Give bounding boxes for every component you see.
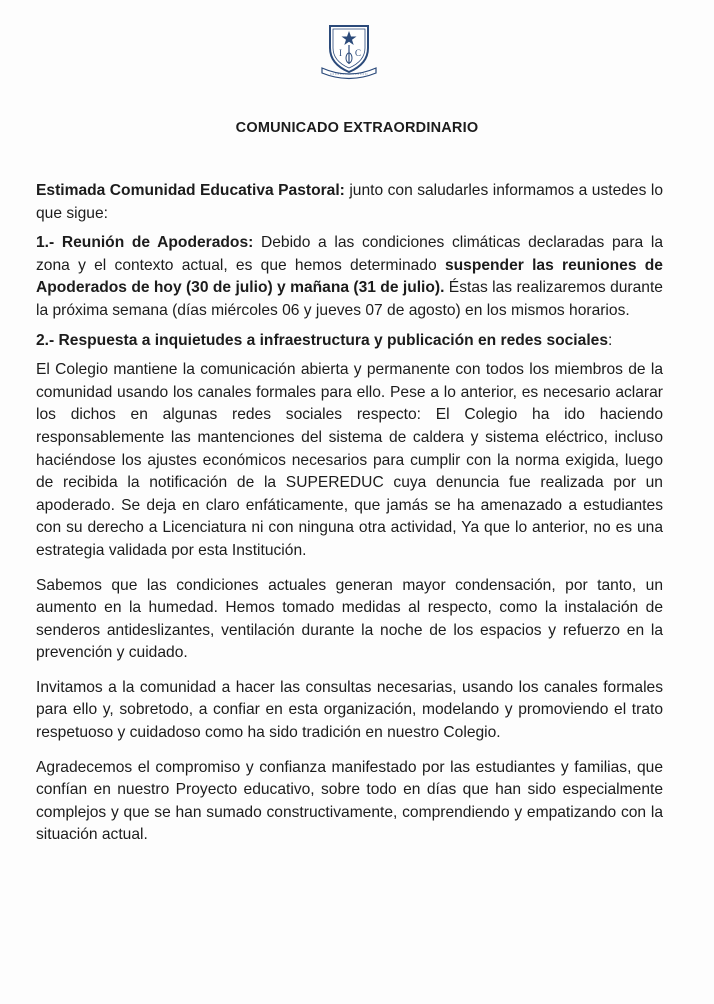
body-paragraph: Invitamos a la comunidad a hacer las consultas necesarias, usando los canales formales para ello y, sobretodo, a confiar en esta organización, modelando y promoviendo el trato respetuoso y cuidadoso como ha sido tradición en nuestro Colegio. (36, 678, 663, 742)
crest-letter-left: I (339, 48, 342, 58)
section-1-text: Debido a las condiciones climáticas declaradas para la zona y el contexto actual, es que hemos determinado (36, 234, 664, 274)
section-1-paragraph (36, 232, 663, 322)
section-1-heading: Reunión de Apoderados: (61, 234, 254, 252)
section-1-number: 1.- (36, 234, 62, 252)
crest-letter-right: C (355, 48, 362, 58)
body-paragraph: Sabemos que las condiciones actuales generan mayor condensación, por tanto, un aumento en la humedad. Hemos tomado medidas al respecto, como la instalación de senderos antideslizantes, ventilación durante la noche de los espacios y refuerzo en la prevención y cuidado. (36, 576, 663, 662)
greeting-text: junto con saludarles informamos a ustedes lo que sigue: (36, 182, 663, 222)
greeting-paragraph (36, 180, 663, 225)
section-1-text-end: Éstas las realizaremos durante la próxima semana (días miércoles 06 y jueves 07 de agosto) en los mismos horarios. (36, 279, 663, 319)
section-1-highlight: suspender las reuniones de Apoderados de hoy (30 de julio) y mañana (31 de julio). (36, 256, 663, 297)
greeting-salutation: Estimada Comunidad Educativa Pastoral: (36, 182, 345, 199)
section-2-number: 2.- (36, 331, 55, 349)
document-body (36, 180, 663, 859)
section-2-heading-part-c: y publicación en redes sociales (369, 331, 608, 349)
section-2-heading-colon: : (608, 331, 613, 349)
document-title: COMUNICADO EXTRAORDINARIO (235, 120, 479, 136)
section-2-heading (36, 330, 663, 353)
section-2-heading-part-b: infraestructura (259, 331, 370, 349)
section-2-heading-part-a: Respuesta a inquietudes a (54, 331, 260, 349)
school-crest-icon (318, 18, 380, 80)
body-paragraph: El Colegio mantiene la comunicación abierta y permanente con todos los miembros de la comunidad usando los canales formales para ello. Pese a lo anterior, es necesario aclarar los dichos en algunas redes sociales respecto: El Colegio ha ido haciendo responsablemente las mantenciones del sistema de caldera y sistema eléctrico, incluso haciéndose los ajustes económicos necesarios para cumplir con la norma exigida, luego de recibida la notificación de la SUPEREDUC cuya denuncia fue realizada por un apoderado. Se deja en claro enfáticamente, que jamás se ha amenazado a estudiantes con su derecho a Licenciatura ni con ninguna otra actividad, Ya que lo anterior, no es una estrategia validada por esta Institución. (36, 361, 663, 559)
body-paragraph: Agradecemos el compromiso y confianza manifestado por las estudiantes y familias, que confían en nuestro Proyecto educativo, sobre todo en días que han sido especialmente complejos y que se han sumado constructivamente, comprendiendo y empatizando con la situación actual. (36, 758, 663, 844)
